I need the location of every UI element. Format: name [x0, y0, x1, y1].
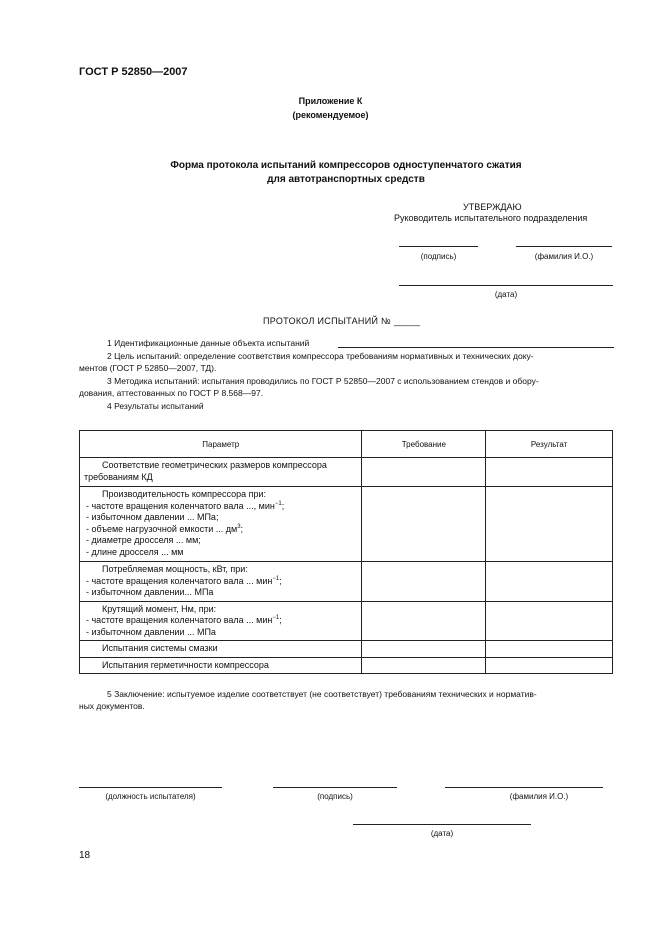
approval-date-line	[399, 285, 613, 286]
item-2-line-2: ментов (ГОСТ Р 52850—2007, ТД).	[79, 363, 217, 373]
row-power-rpm: - частоте вращения коленчатого вала ... мин$^{-1}$;	[86, 575, 282, 586]
appendix-subtitle: (рекомендуемое)	[292, 110, 369, 120]
signature-line	[273, 787, 397, 788]
header-requirement: Требование	[362, 431, 486, 458]
header-parameter: Параметр	[80, 431, 362, 458]
item-4-results: 4 Результаты испытаний	[107, 401, 204, 411]
requirement-cell	[362, 562, 486, 602]
result-cell	[486, 601, 613, 641]
table-header-row	[80, 431, 613, 458]
item-3-line-1: 3 Методика испытаний: испытания проводились по ГОСТ Р 52850—2007 с использованием стендов и обору-	[107, 376, 539, 386]
row-capacity-volume: - объеме нагрузочной емкости ... $дм^3$;	[86, 523, 244, 534]
requirement-cell	[362, 641, 486, 658]
row-capacity-pressure: - избыточном давлении ... МПа;	[86, 512, 219, 522]
table-row	[80, 487, 613, 562]
standard-number: ГОСТ Р 52850—2007	[79, 66, 188, 78]
conclusion-line-1: 5 Заключение: испытуемое изделие соответствует (не соответствует) требованиям технических и норматив-	[107, 689, 537, 699]
result-cell	[486, 458, 613, 487]
item-2-line-1: 2 Цель испытаний: определение соответствия компрессора требованиям нормативных и технических доку-	[107, 351, 534, 361]
requirement-cell	[362, 458, 486, 487]
row-power-title: Потребляемая мощность, кВт, при:	[102, 564, 248, 574]
row-capacity-rpm: - частоте вращения коленчатого вала ..., мин$^{-1}$;	[86, 500, 285, 511]
page-number: 18	[79, 850, 91, 861]
row-torque-pressure: - избыточном давлении ... МПа	[86, 626, 216, 637]
row-torque-title: Крутящий момент, Нм, при:	[102, 603, 217, 614]
approval-name-line	[516, 246, 612, 247]
result-cell	[486, 487, 613, 562]
row-geometry-line-1: Соответствие геометрических размеров компрессора	[102, 460, 327, 470]
signature-caption: (подпись)	[317, 792, 353, 801]
approve-label: УТВЕРЖДАЮ	[463, 202, 522, 212]
form-title-line-1: Форма протокола испытаний компрессоров одноступенчатого сжатия	[170, 160, 522, 171]
row-capacity-title: Производительность компрессора при:	[102, 489, 266, 499]
form-title-line-2: для автотранспортных средств	[267, 174, 425, 185]
requirement-cell	[362, 487, 486, 562]
date-caption: (дата)	[430, 829, 454, 838]
item-3-line-2: дования, аттестованных по ГОСТ Р 8.568—97.	[79, 388, 264, 398]
approval-signature-line	[399, 246, 478, 247]
appendix-title: Приложение К	[298, 96, 363, 106]
date-line	[353, 824, 531, 825]
approval-name-caption: (фамилия И.О.)	[534, 252, 594, 261]
row-capacity-throttle-diameter: - диаметре дросселя ... мм;	[86, 535, 201, 545]
results-table	[79, 430, 613, 674]
name-caption: (фамилия И.О.)	[509, 792, 569, 801]
row-geometry-line-2: требованиям КД	[84, 471, 153, 482]
table-row	[80, 601, 613, 641]
name-line	[445, 787, 603, 788]
item-1-fill-line	[338, 347, 614, 348]
row-power-pressure: - избыточном давлении... МПа	[86, 587, 214, 597]
item-1-identification: 1 Идентификационные данные объекта испытаний	[107, 338, 310, 348]
head-of-unit-label: Руководитель испытательного подразделения	[394, 213, 588, 223]
row-lubrication: Испытания системы смазки	[102, 643, 218, 653]
approval-signature-caption: (подпись)	[420, 252, 457, 261]
position-line	[79, 787, 222, 788]
protocol-title: ПРОТОКОЛ ИСПЫТАНИЙ № _____	[263, 316, 421, 326]
requirement-cell	[362, 657, 486, 674]
requirement-cell	[362, 601, 486, 641]
approval-date-caption: (дата)	[494, 290, 518, 299]
table-row	[80, 641, 613, 658]
conclusion-line-2: ных документов.	[79, 701, 145, 711]
result-cell	[486, 562, 613, 602]
row-torque-rpm: - частоте вращения коленчатого вала ... мин$^{-1}$;	[86, 615, 282, 625]
result-cell	[486, 641, 613, 658]
table-row	[80, 458, 613, 487]
position-caption: (должность испытателя)	[105, 792, 196, 801]
result-cell	[486, 657, 613, 674]
row-tightness: Испытания герметичности компрессора	[102, 659, 269, 670]
table-row	[80, 562, 613, 602]
header-result: Результат	[486, 431, 613, 458]
table-row	[80, 657, 613, 674]
row-capacity-throttle-length: - длине дросселя ... мм	[86, 546, 184, 557]
